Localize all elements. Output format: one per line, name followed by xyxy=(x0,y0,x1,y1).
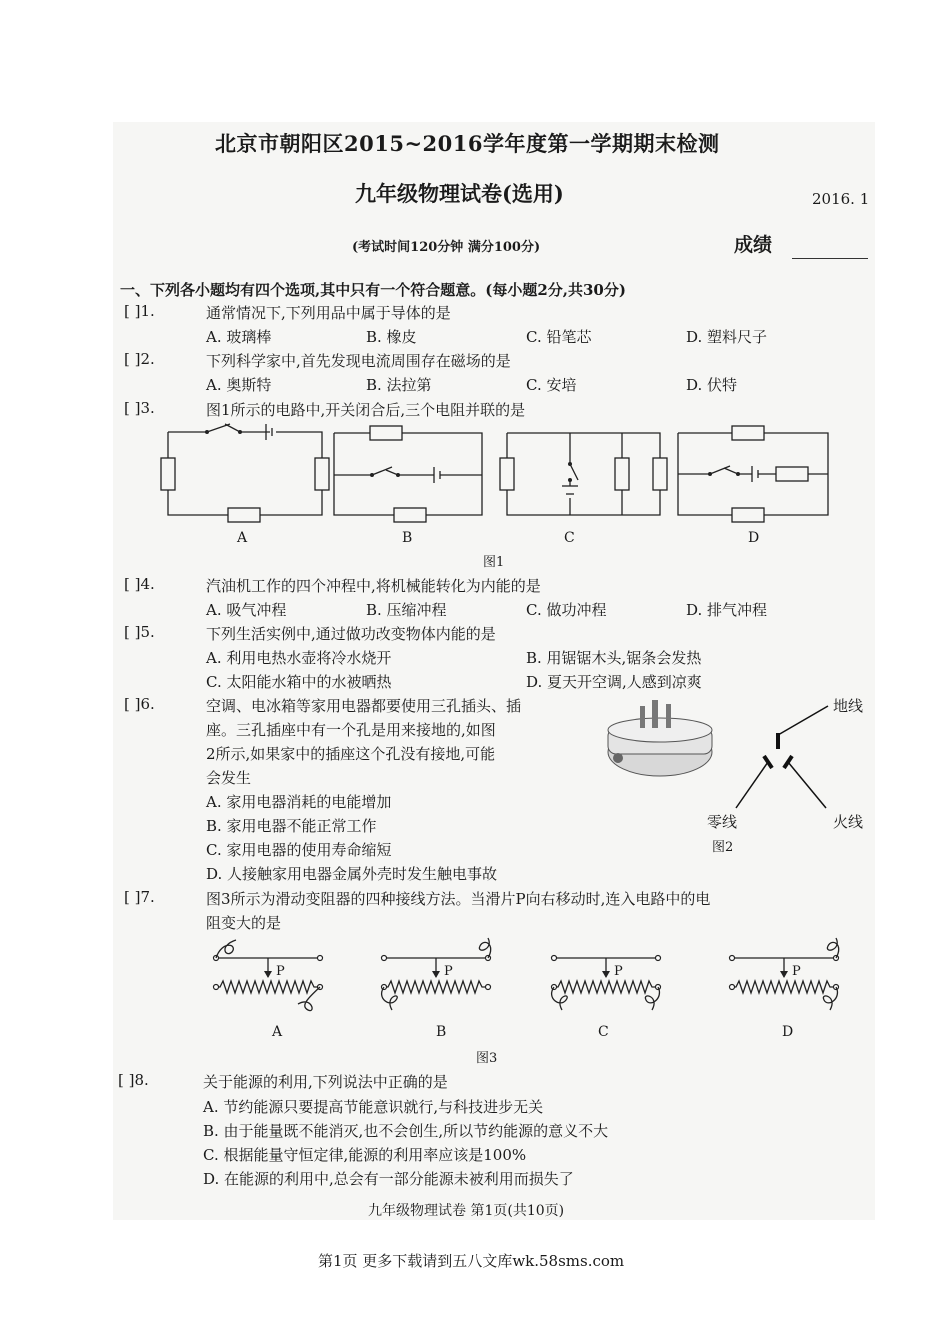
option-a: A. 节约能源只要提高节能意识就行,与科技进步无关 xyxy=(203,1098,544,1116)
neutral-wire-label: 零线 xyxy=(707,813,738,831)
slider-label-a: P xyxy=(276,964,285,979)
question-stem-line: 空调、电冰箱等家用电器都要使用三孔插头、插 xyxy=(206,697,522,715)
question-stem: 下列科学家中,首先发现电流周围存在磁场的是 xyxy=(206,352,511,370)
figure-3-caption: 图3 xyxy=(476,1051,498,1066)
rheostat-c xyxy=(552,956,661,1011)
slider-label-c: P xyxy=(614,964,623,979)
option-c: C. 做功冲程 xyxy=(526,601,607,619)
question-number: [ ]3. xyxy=(124,399,155,417)
question-stem: 下列生活实例中,通过做功改变物体内能的是 xyxy=(206,625,496,643)
figure-1-label-d: D xyxy=(748,530,760,546)
exam-subtitle: 九年级物理试卷(选用) xyxy=(355,181,564,206)
section-heading: 一、下列各小题均有四个选项,其中只有一个符合题意。(每小题2分,共30分) xyxy=(120,281,626,299)
option-d: D. 排气冲程 xyxy=(686,601,768,619)
question-stem: 通常情况下,下列用品中属于导体的是 xyxy=(206,304,451,322)
option-a: A. 玻璃棒 xyxy=(206,328,272,346)
option-b: B. 压缩冲程 xyxy=(366,601,447,619)
rheostat-d xyxy=(730,938,839,1010)
question-stem-line: 图3所示为滑动变阻器的四种接线方法。当滑片P向右移动时,连入电路中的电 xyxy=(206,890,711,908)
option-b: B. 法拉第 xyxy=(366,376,432,394)
option-c: C. 太阳能水箱中的水被晒热 xyxy=(206,673,392,691)
question-number: [ ]2. xyxy=(124,350,155,368)
option-d: D. 在能源的利用中,总会有一部分能源未被利用而损失了 xyxy=(203,1170,574,1188)
live-wire-label: 火线 xyxy=(833,813,864,831)
option-a: A. 家用电器消耗的电能增加 xyxy=(206,793,392,811)
slider-label-d: P xyxy=(792,964,801,979)
exam-title: 北京市朝阳区2015~2016学年度第一学期期末检测 xyxy=(215,131,720,156)
question-number: [ ]5. xyxy=(124,623,155,641)
option-c: C. 家用电器的使用寿命缩短 xyxy=(206,841,392,859)
option-d: D. 伏特 xyxy=(686,376,738,394)
question-number: [ ]8. xyxy=(118,1071,149,1089)
option-a: A. 吸气冲程 xyxy=(206,601,287,619)
figure-3-label-d: D xyxy=(782,1024,794,1040)
question-stem-line: 座。三孔插座中有一个孔是用来接地的,如图 xyxy=(206,721,496,739)
figure-3-label-b: B xyxy=(436,1024,447,1040)
figure-1-label-a: A xyxy=(237,530,248,546)
page-footer: 九年级物理试卷 第1页(共10页) xyxy=(368,1203,565,1219)
option-b: B. 用锯锯木头,锯条会发热 xyxy=(526,649,702,667)
figure-1-caption: 图1 xyxy=(483,555,505,570)
figure-3-label-a: A xyxy=(272,1024,283,1040)
exam-info: (考试时间120分钟 满分100分) xyxy=(352,240,541,255)
option-a: A. 利用电热水壶将冷水烧开 xyxy=(206,649,392,667)
option-d: D. 夏天开空调,人感到凉爽 xyxy=(526,673,702,691)
question-number: [ ]1. xyxy=(124,302,155,320)
question-stem: 图1所示的电路中,开关闭合后,三个电阻并联的是 xyxy=(206,401,526,419)
option-c: C. 安培 xyxy=(526,376,577,394)
question-number: [ ]7. xyxy=(124,888,155,906)
figure-1-label-c: C xyxy=(564,530,575,546)
download-note: 第1页 更多下载请到五八文库wk.58sms.com xyxy=(318,1252,625,1270)
option-a: A. 奥斯特 xyxy=(206,376,272,394)
question-stem-line: 阻变大的是 xyxy=(206,914,282,932)
option-b: B. 由于能量既不能消灭,也不会创生,所以节约能源的意义不大 xyxy=(203,1122,609,1140)
question-number: [ ]4. xyxy=(124,575,155,593)
rheostat-b xyxy=(382,938,491,1010)
rheostat-a xyxy=(214,940,323,1011)
question-stem: 关于能源的利用,下列说法中正确的是 xyxy=(203,1073,448,1091)
question-stem-line: 2所示,如果家中的插座这个孔没有接地,可能 xyxy=(206,745,496,763)
option-b: B. 家用电器不能正常工作 xyxy=(206,817,377,835)
question-number: [ ]6. xyxy=(124,695,155,713)
option-d: D. 塑料尺子 xyxy=(686,328,768,346)
question-stem: 汽油机工作的四个冲程中,将机械能转化为内能的是 xyxy=(206,577,541,595)
score-label: 成绩 xyxy=(734,234,773,256)
question-stem-line: 会发生 xyxy=(206,769,252,787)
option-b: B. 橡皮 xyxy=(366,328,417,346)
option-c: C. 铅笔芯 xyxy=(526,328,592,346)
figure-3-label-c: C xyxy=(598,1024,609,1040)
exam-date: 2016. 1 xyxy=(812,190,870,208)
ground-wire-label: 地线 xyxy=(833,697,864,715)
slider-label-b: P xyxy=(444,964,453,979)
option-d: D. 人接触家用电器金属外壳时发生触电事故 xyxy=(206,865,498,883)
figure-1-label-b: B xyxy=(402,530,413,546)
option-c: C. 根据能量守恒定律,能源的利用率应该是100% xyxy=(203,1146,527,1164)
figure-2-caption: 图2 xyxy=(712,840,734,855)
